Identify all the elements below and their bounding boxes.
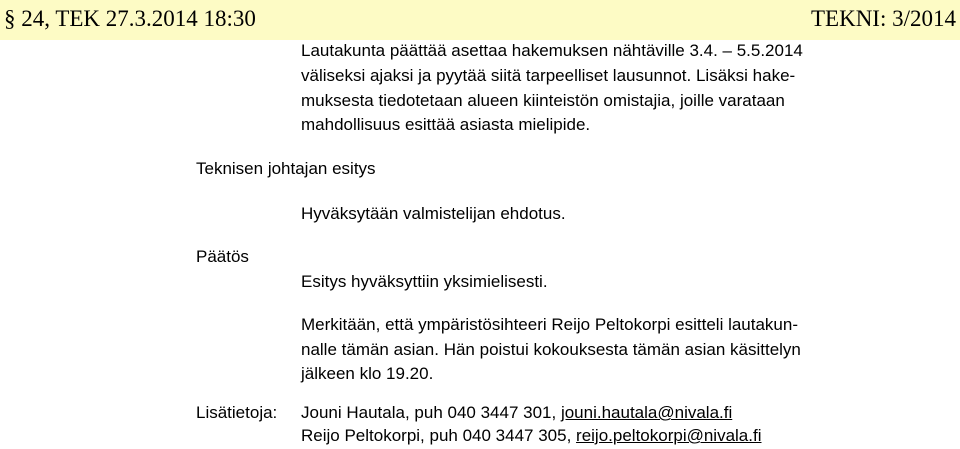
section-reference: § 24, TEK 27.3.2014 18:30 (4, 6, 256, 31)
proposal-label: Teknisen johtajan esitys (196, 159, 376, 178)
decision-text: Esitys hyväksyttiin yksimielisesti. (301, 272, 548, 291)
contact-text: Jouni Hautala, puh 040 3447 301, (301, 403, 561, 422)
proposal-text: Hyväksytään valmistelijan ehdotus. (301, 204, 566, 223)
note-line: nalle tämän asian. Hän poistui kokouksesta tämän asian käsittelyn (301, 340, 801, 359)
contact-row (301, 425, 762, 446)
intro-line: mahdollisuus esittää asiasta mielipide. (301, 115, 591, 134)
intro-line: Lautakunta päättää asettaa hakemuksen nähtäville 3.4. – 5.5.2014 (301, 41, 803, 60)
email-link[interactable]: reijo.peltokorpi@nivala.fi (576, 426, 762, 445)
email-link[interactable]: jouni.hautala@nivala.fi (560, 403, 733, 422)
note-line: jälkeen klo 19.20. (301, 364, 434, 383)
intro-line: muksesta tiedotetaan alueen kiinteistön omistajia, joille varataan (301, 91, 785, 110)
intro-line: väliseksi ajaksi ja pyytää siitä tarpeelliset lausunnot. Lisäksi hake- (301, 66, 796, 85)
document-code: TEKNI: 3/2014 (810, 6, 956, 31)
note-line: Merkitään, että ympäristösihteeri Reijo Peltokorpi esitteli lautakun- (301, 315, 799, 334)
contact-text: Reijo Peltokorpi, puh 040 3447 305, (301, 426, 577, 445)
decision-label: Päätös (196, 247, 249, 266)
contact-row (301, 402, 732, 423)
info-label: Lisätietoja: (196, 403, 278, 422)
document-header (0, 0, 960, 40)
